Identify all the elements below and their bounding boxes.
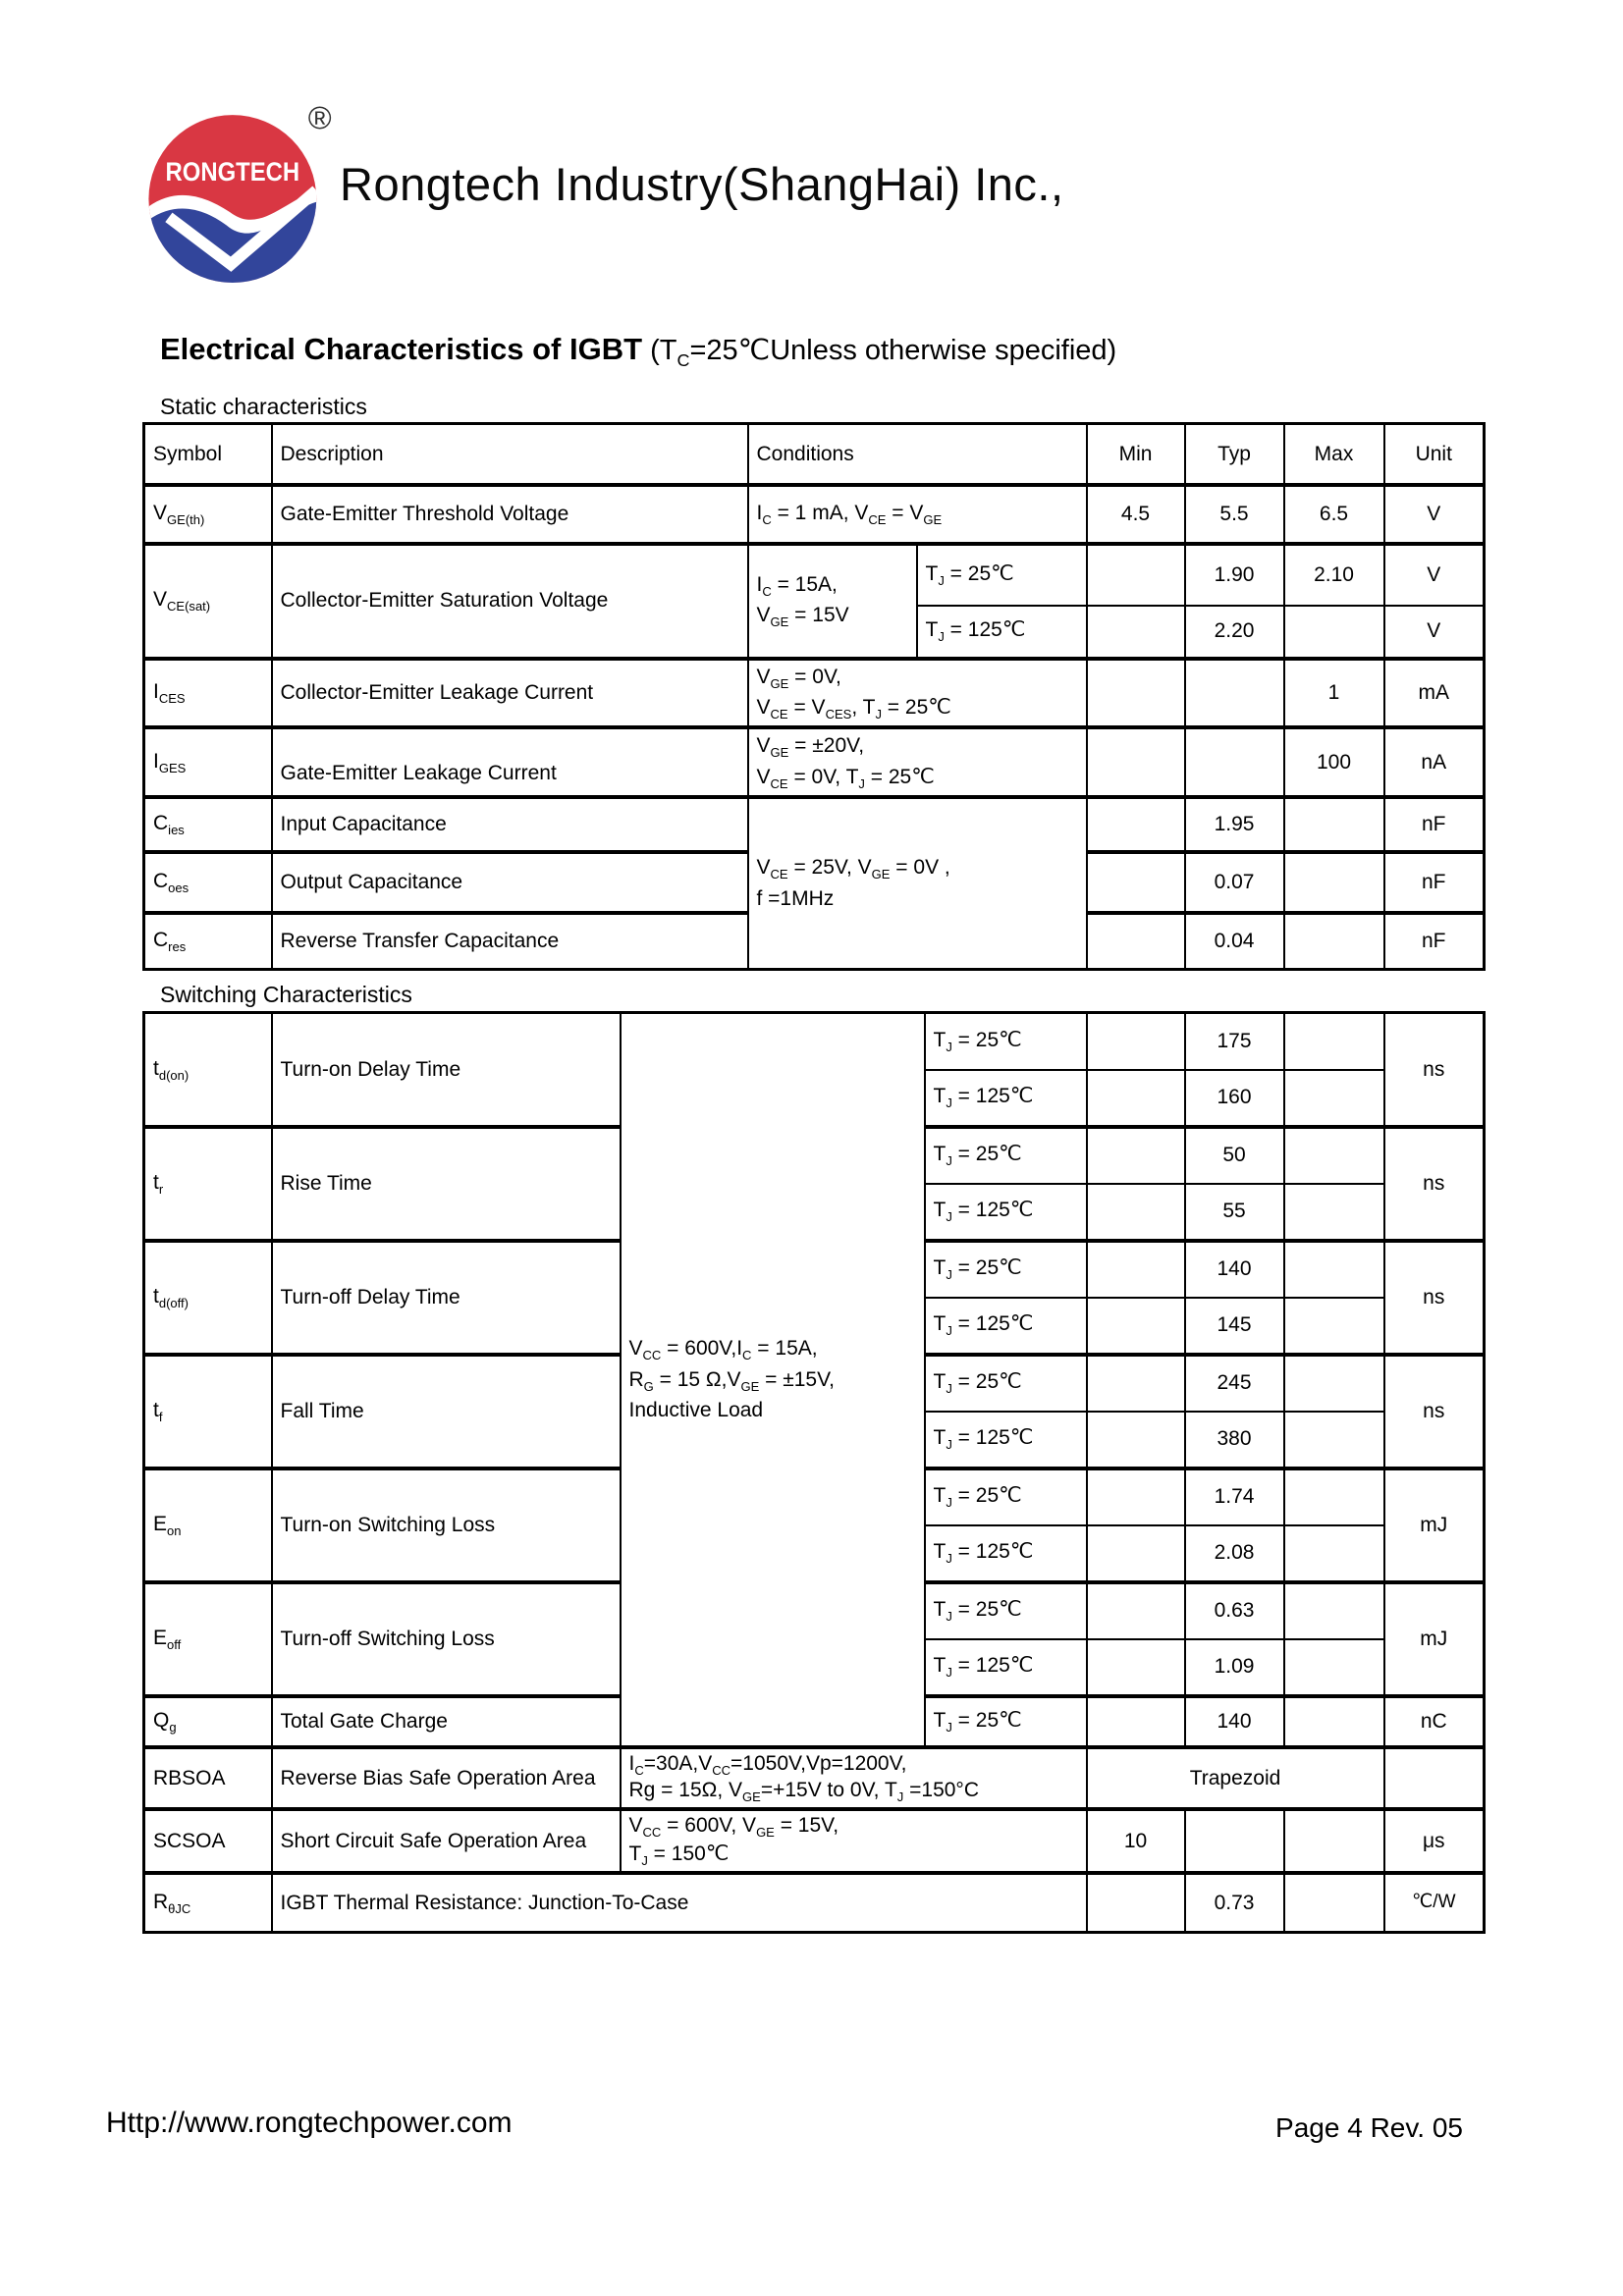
unit-cell: ns xyxy=(1384,1241,1485,1355)
switching-characteristics-table xyxy=(142,1011,1486,1934)
unit-cell: nC xyxy=(1384,1696,1485,1747)
description-cell: Output Capacitance xyxy=(272,852,748,913)
symbol-cell: $Q_g$ xyxy=(144,1696,272,1747)
max-cell xyxy=(1284,606,1384,659)
symbol-cell: $C_{oes}$ xyxy=(144,852,272,913)
symbol-cell: $E_{off}$ xyxy=(144,1582,272,1696)
conditions-cell: $I_C = 15A$, $V_{GE} = 15V$ xyxy=(748,544,917,659)
symbol-cell: $t_{d(on)}$ xyxy=(144,1013,272,1127)
max-cell xyxy=(1284,1184,1384,1241)
symbol-cell: $V_{GE(th)}$ xyxy=(144,485,272,544)
row-ices xyxy=(144,659,1485,728)
unit-cell: V xyxy=(1384,544,1485,606)
header-max: Max xyxy=(1284,424,1384,485)
description-cell: IGBT Thermal Resistance: Junction-To-Case xyxy=(272,1873,1087,1932)
symbol-cell: $V_{CE(sat)}$ xyxy=(144,544,272,659)
description-cell: Collector-Emitter Saturation Voltage xyxy=(272,544,748,659)
value-cell: Trapezoid xyxy=(1087,1747,1384,1810)
typ-cell: 1.74 xyxy=(1185,1468,1284,1525)
typ-cell: 140 xyxy=(1185,1696,1284,1747)
max-cell xyxy=(1284,1525,1384,1582)
description-cell: Reverse Bias Safe Operation Area xyxy=(272,1747,621,1810)
row-scsoa xyxy=(144,1809,1485,1873)
symbol-cell: $I_{CES}$ xyxy=(144,659,272,728)
typ-cell: 2.08 xyxy=(1185,1525,1284,1582)
symbol-cell: $R_{\theta JC}$ xyxy=(144,1873,272,1932)
max-cell xyxy=(1284,1241,1384,1298)
typ-cell: 0.63 xyxy=(1185,1582,1284,1639)
typ-cell: 1.95 xyxy=(1185,797,1284,852)
min-cell xyxy=(1087,1582,1185,1639)
description-cell: Input Capacitance xyxy=(272,797,748,852)
static-characteristics-label: Static characteristics xyxy=(160,394,367,419)
min-cell xyxy=(1087,1639,1185,1696)
typ-cell: 50 xyxy=(1185,1127,1284,1184)
description-cell: Rise Time xyxy=(272,1127,621,1241)
description-cell: Reverse Transfer Capacitance xyxy=(272,913,748,969)
min-cell xyxy=(1087,1241,1185,1298)
description-cell: Turn-off Delay Time xyxy=(272,1241,621,1355)
tj-condition-cell: $T_J$ = 25℃ xyxy=(925,1241,1087,1298)
min-cell xyxy=(1087,1184,1185,1241)
max-cell xyxy=(1284,1355,1384,1412)
min-cell xyxy=(1087,797,1185,852)
static-characteristics-table xyxy=(142,422,1486,971)
row-vcesat-25 xyxy=(144,544,1485,606)
unit-cell: nF xyxy=(1384,852,1485,913)
typ-cell xyxy=(1185,727,1284,797)
symbol-cell: $t_f$ xyxy=(144,1355,272,1468)
description-cell: Total Gate Charge xyxy=(272,1696,621,1747)
min-cell xyxy=(1087,1127,1185,1184)
row-vgeth xyxy=(144,485,1485,544)
footer-url: Http://www.rongtechpower.com xyxy=(106,2107,513,2139)
unit-cell: V xyxy=(1384,606,1485,659)
header-unit: Unit xyxy=(1384,424,1485,485)
company-name: Rongtech Industry(ShangHai) Inc., xyxy=(340,158,1064,210)
tj-condition-cell: $T_J$ = 125℃ xyxy=(925,1412,1087,1468)
unit-cell: μs xyxy=(1384,1809,1485,1873)
unit-cell: nA xyxy=(1384,727,1485,797)
description-cell: Short Circuit Safe Operation Area xyxy=(272,1809,621,1873)
unit-cell: ns xyxy=(1384,1355,1485,1468)
typ-cell: 0.73 xyxy=(1185,1873,1284,1932)
description-cell: Gate-Emitter Threshold Voltage xyxy=(272,485,748,544)
min-cell xyxy=(1087,1873,1185,1932)
min-cell xyxy=(1087,1355,1185,1412)
max-cell xyxy=(1284,1127,1384,1184)
max-cell xyxy=(1284,1013,1384,1070)
min-cell xyxy=(1087,1070,1185,1127)
typ-cell: 380 xyxy=(1185,1412,1284,1468)
tj-condition-cell: $T_J$ = 125℃ xyxy=(925,1184,1087,1241)
min-cell xyxy=(1087,1468,1185,1525)
unit-cell: nF xyxy=(1384,797,1485,852)
min-cell xyxy=(1087,1013,1185,1070)
tj-condition-cell: $T_J$ = 25℃ xyxy=(925,1013,1087,1070)
typ-cell: 2.20 xyxy=(1185,606,1284,659)
tj-condition-cell: $T_J$ = 125℃ xyxy=(917,606,1087,659)
max-cell xyxy=(1284,1582,1384,1639)
description-cell: Turn-off Switching Loss xyxy=(272,1582,621,1696)
description-cell: Collector-Emitter Leakage Current xyxy=(272,659,748,728)
typ-cell: 245 xyxy=(1185,1355,1284,1412)
min-cell xyxy=(1087,659,1185,728)
description-cell: Turn-on Switching Loss xyxy=(272,1468,621,1582)
max-cell xyxy=(1284,852,1384,913)
description-cell: Turn-on Delay Time xyxy=(272,1013,621,1127)
description-cell: Gate-Emitter Leakage Current xyxy=(272,727,748,797)
unit-cell: nF xyxy=(1384,913,1485,969)
header-typ: Typ xyxy=(1185,424,1284,485)
tj-condition-cell: $T_J$ = 125℃ xyxy=(925,1070,1087,1127)
header-min: Min xyxy=(1087,424,1185,485)
min-cell xyxy=(1087,913,1185,969)
max-cell xyxy=(1284,1298,1384,1355)
min-cell xyxy=(1087,1525,1185,1582)
tj-condition-cell: $T_J$ = 125℃ xyxy=(925,1525,1087,1582)
conditions-cell: $I_C = 1$ mA, $V_{CE} = V_{GE}$ xyxy=(748,485,1087,544)
page-title-bold: Electrical Characteristics of IGBT xyxy=(160,332,643,366)
tj-condition-cell: $T_J$ = 25℃ xyxy=(925,1355,1087,1412)
min-cell xyxy=(1087,1696,1185,1747)
symbol-cell: $C_{ies}$ xyxy=(144,797,272,852)
unit-cell: mJ xyxy=(1384,1582,1485,1696)
max-cell xyxy=(1284,1639,1384,1696)
max-cell xyxy=(1284,1070,1384,1127)
min-cell xyxy=(1087,852,1185,913)
min-cell xyxy=(1087,606,1185,659)
typ-cell: 175 xyxy=(1185,1013,1284,1070)
tj-condition-cell: $T_J$ = 25℃ xyxy=(925,1582,1087,1639)
symbol-cell: $t_r$ xyxy=(144,1127,272,1241)
typ-cell: 5.5 xyxy=(1185,485,1284,544)
symbol-cell: $t_{d(off)}$ xyxy=(144,1241,272,1355)
row-rthjc xyxy=(144,1873,1485,1932)
description-cell: Fall Time xyxy=(272,1355,621,1468)
symbol-cell: $C_{res}$ xyxy=(144,913,272,969)
tj-condition-cell: $T_J$ = 25℃ xyxy=(925,1696,1087,1747)
symbol-cell: SCSOA xyxy=(144,1809,272,1873)
conditions-cell: $V_{GE} = 0V$, $V_{CE} = V_{CES}$, $T_J$ = 25℃ xyxy=(748,659,1087,728)
symbol-cell: RBSOA xyxy=(144,1747,272,1810)
row-tdon-25 xyxy=(144,1013,1485,1070)
conditions-cell: $I_C=30A,V_{CC}=1050V,Vp=1200V$, Rg = 15Ω, $V_{GE}=+15V$ to 0V, $T_J =150^\circ C$ xyxy=(621,1747,1087,1810)
company-logo xyxy=(145,98,347,299)
tj-condition-cell: $T_J$ = 125℃ xyxy=(925,1298,1087,1355)
typ-cell xyxy=(1185,659,1284,728)
unit-cell: mA xyxy=(1384,659,1485,728)
max-cell xyxy=(1284,913,1384,969)
tj-condition-cell: $T_J$ = 25℃ xyxy=(917,544,1087,606)
tj-condition-cell: $T_J$ = 25℃ xyxy=(925,1468,1087,1525)
typ-cell: 160 xyxy=(1185,1070,1284,1127)
conditions-cell: $V_{CC} = 600V$, $V_{GE} = 15V$, $T_J$ = 150℃ xyxy=(621,1809,1087,1873)
min-cell xyxy=(1087,544,1185,606)
tj-condition-cell: $T_J$ = 25℃ xyxy=(925,1127,1087,1184)
max-cell xyxy=(1284,797,1384,852)
typ-cell: 1.09 xyxy=(1185,1639,1284,1696)
max-cell xyxy=(1284,1412,1384,1468)
min-cell xyxy=(1087,727,1185,797)
header-conditions: Conditions xyxy=(748,424,1087,485)
symbol-cell: $E_{on}$ xyxy=(144,1468,272,1582)
table-header-row xyxy=(144,424,1485,485)
typ-cell: 0.07 xyxy=(1185,852,1284,913)
unit-cell: mJ xyxy=(1384,1468,1485,1582)
typ-cell: 55 xyxy=(1185,1184,1284,1241)
conditions-cell: $V_{CE} = 25V$, $V_{GE} = 0V$ , f =1MHz xyxy=(748,797,1087,969)
switching-characteristics-label: Switching Characteristics xyxy=(160,982,412,1007)
logo-text: RONGTECH xyxy=(165,156,300,187)
max-cell xyxy=(1284,1809,1384,1873)
max-cell xyxy=(1284,1468,1384,1525)
max-cell: 2.10 xyxy=(1284,544,1384,606)
row-iges xyxy=(144,727,1485,797)
footer-page-info: Page 4 Rev. 05 xyxy=(1275,2112,1463,2143)
typ-cell xyxy=(1185,1809,1284,1873)
symbol-cell: $I_{GES}$ xyxy=(144,727,272,797)
conditions-cell: $V_{GE} = \pm 20V$, $V_{CE} = 0V$, $T_J$ = 25℃ xyxy=(748,727,1087,797)
unit-cell: ℃/W xyxy=(1384,1873,1485,1932)
min-cell xyxy=(1087,1412,1185,1468)
unit-cell: V xyxy=(1384,485,1485,544)
page-title xyxy=(160,332,1116,371)
max-cell: 1 xyxy=(1284,659,1384,728)
registered-trademark-icon: ® xyxy=(307,99,332,135)
page-title-conditions: ($T_C=25℃Unless$ otherwise specified) xyxy=(642,335,1117,370)
typ-cell: 145 xyxy=(1185,1298,1284,1355)
max-cell xyxy=(1284,1696,1384,1747)
header-symbol: Symbol xyxy=(144,424,272,485)
header-description: Description xyxy=(272,424,748,485)
min-cell xyxy=(1087,1298,1185,1355)
unit-cell: ns xyxy=(1384,1013,1485,1127)
shared-conditions-cell: $V_{CC} = 600V,I_C = 15A$, $R_G = 15$ $\Omega,V_{GE} = \pm 15V$, Inductive Load xyxy=(621,1013,925,1747)
min-cell: 4.5 xyxy=(1087,485,1185,544)
typ-cell: 1.90 xyxy=(1185,544,1284,606)
unit-cell xyxy=(1384,1747,1485,1810)
unit-cell: ns xyxy=(1384,1127,1485,1241)
min-cell: 10 xyxy=(1087,1809,1185,1873)
tj-condition-cell: $T_J$ = 125℃ xyxy=(925,1639,1087,1696)
max-cell: 6.5 xyxy=(1284,485,1384,544)
typ-cell: 0.04 xyxy=(1185,913,1284,969)
row-rbsoa xyxy=(144,1747,1485,1810)
max-cell xyxy=(1284,1873,1384,1932)
max-cell: 100 xyxy=(1284,727,1384,797)
row-cies xyxy=(144,797,1485,852)
typ-cell: 140 xyxy=(1185,1241,1284,1298)
